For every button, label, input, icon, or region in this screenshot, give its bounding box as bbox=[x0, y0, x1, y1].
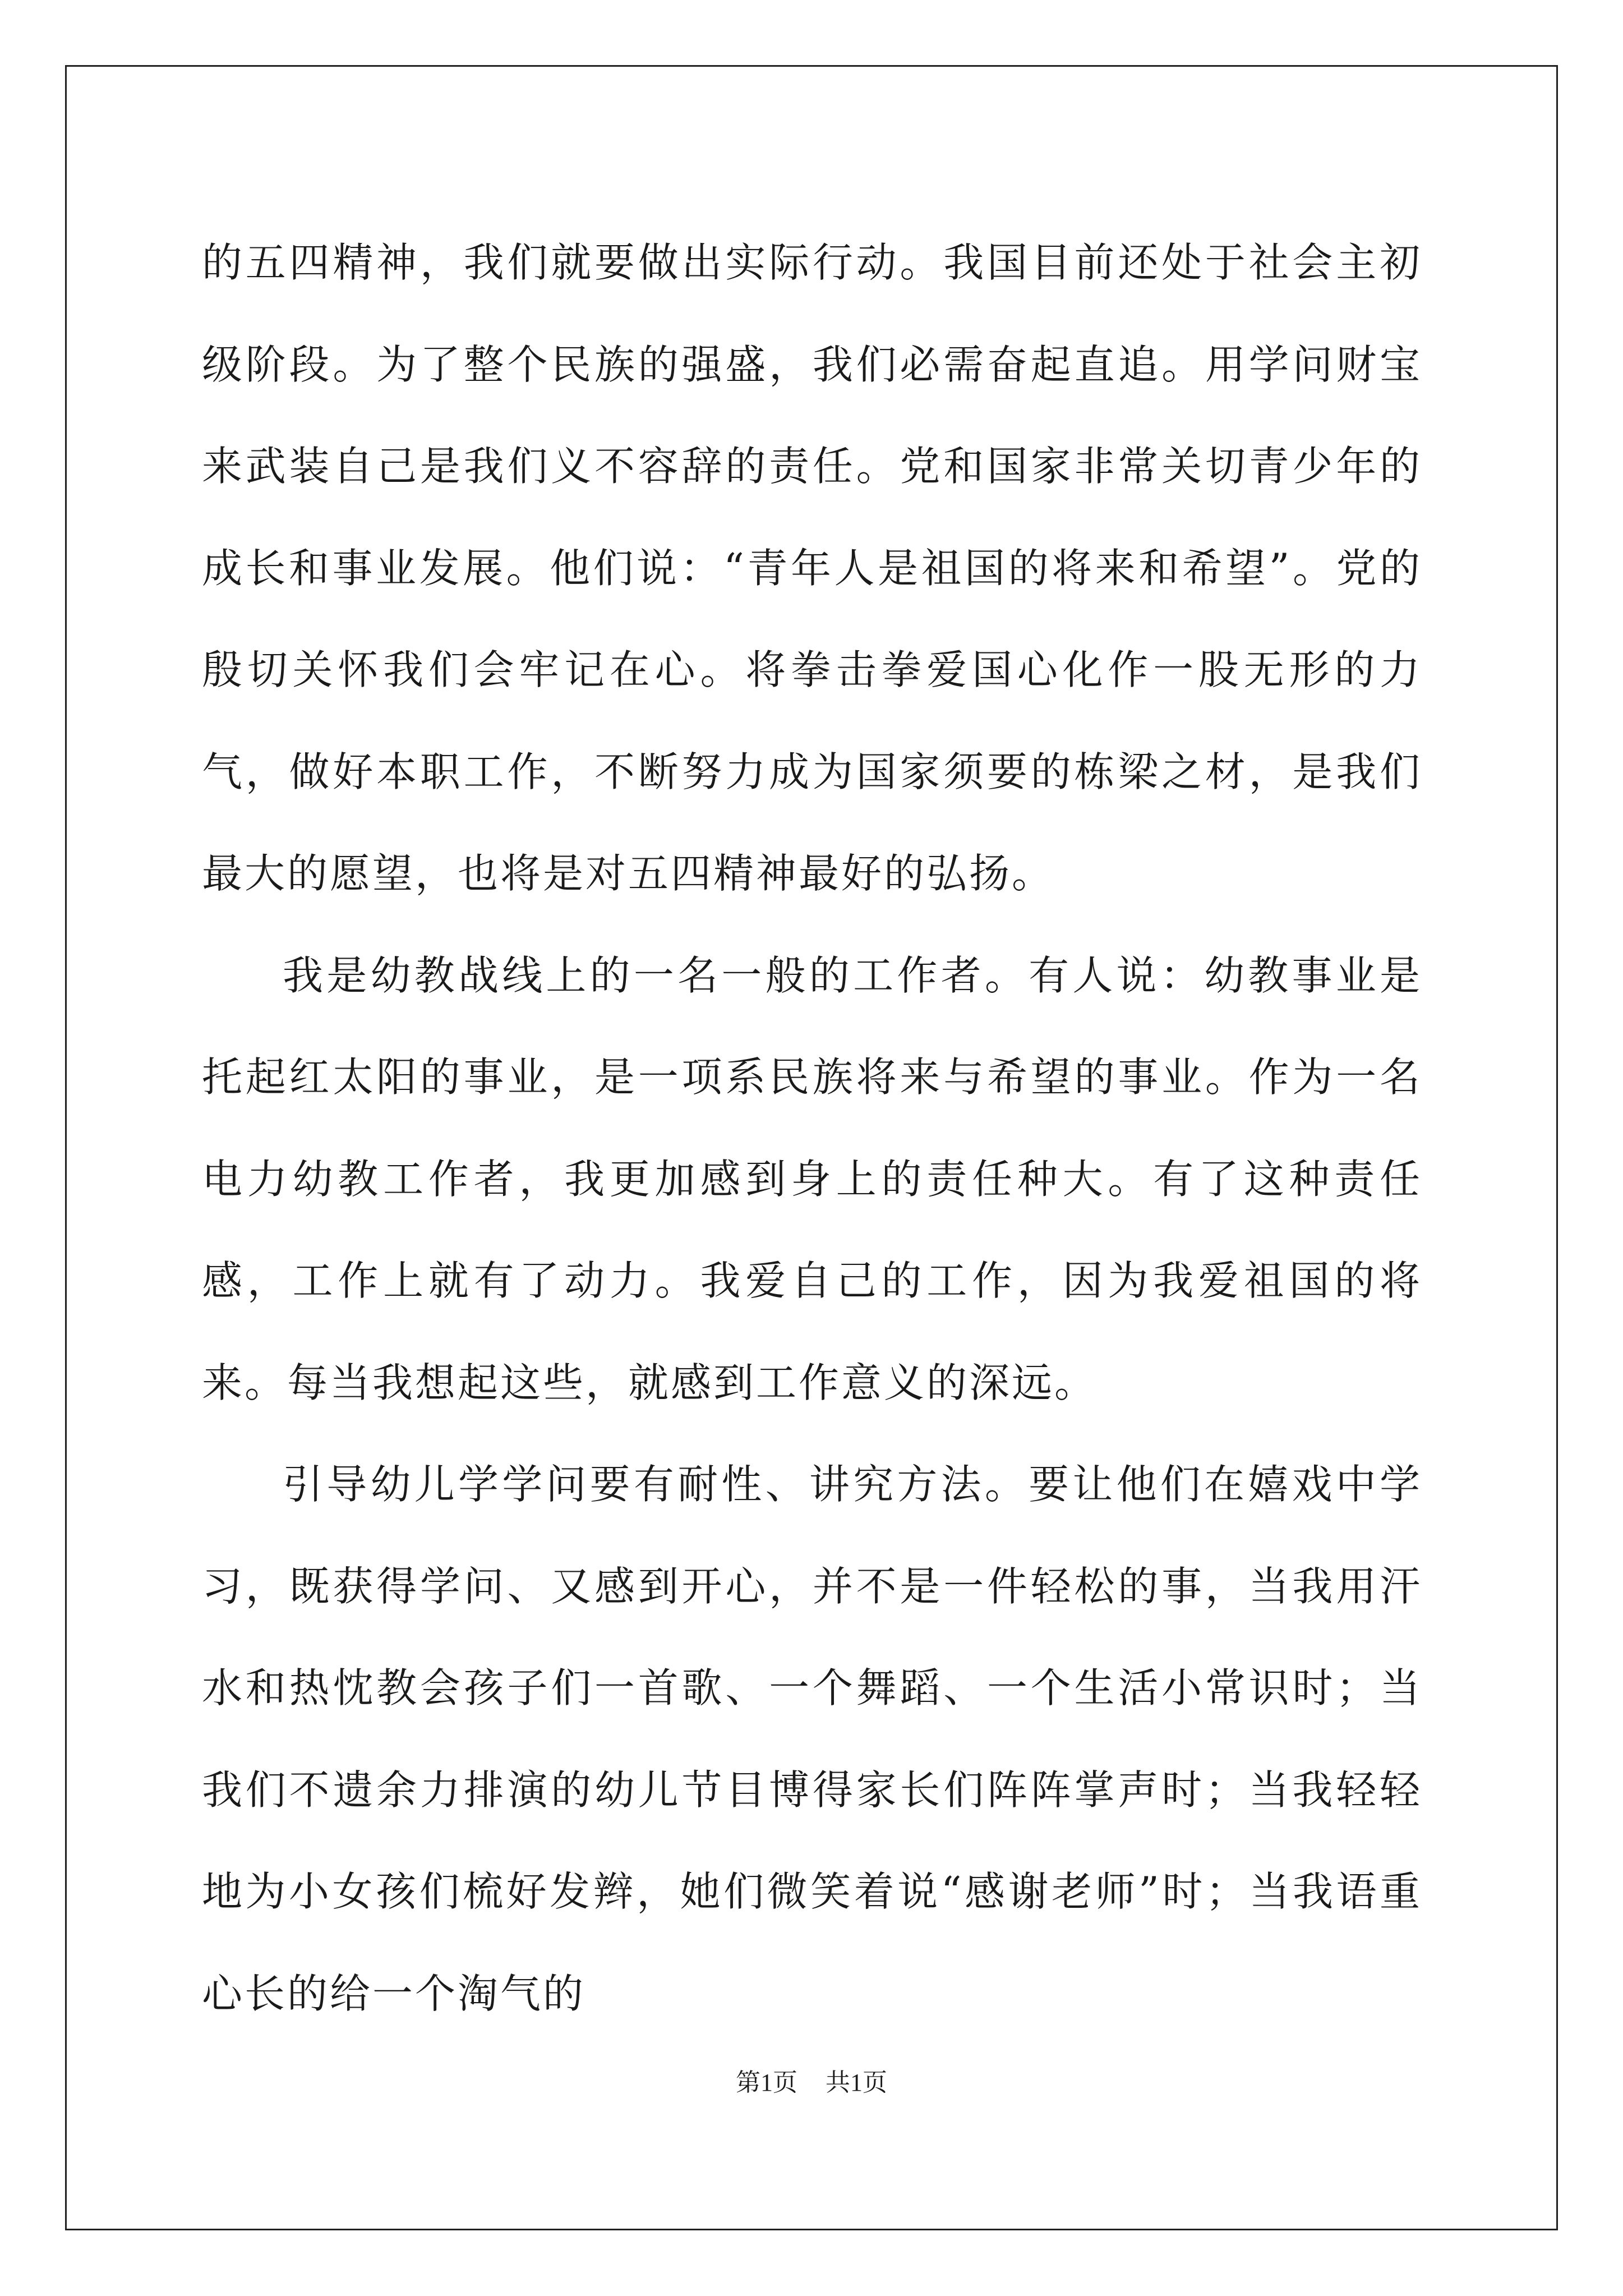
document-body bbox=[202, 212, 1422, 2045]
page-number: 第1页 bbox=[736, 2069, 797, 2096]
page-total: 共1页 bbox=[826, 2069, 887, 2096]
paragraph-2: 我是幼教战线上的一名一般的工作者。有人说：幼教事业是托起红太阳的事业，是一项系民族将来与希望的事业。作为一名电力幼教工作者，我更加感到身上的责任种大。有了这种责任感，工作上就有了动力。我爱自己的工作，因为我爱祖国的将来。每当我想起这些，就感到工作意义的深远。 bbox=[202, 951, 1422, 1406]
paragraph-3: 引导幼儿学学问要有耐性、讲究方法。要让他们在嬉戏中学习，既获得学问、又感到开心，并不是一件轻松的事，当我用汗水和热忱教会孩子们一首歌、一个舞蹈、一个生活小常识时；当我们不遗余力排演的幼儿节目博得家长们阵阵掌声时；当我轻轻地为小女孩们梳好发辫，她们微笑着说“感谢老师”时；当我语重心长的给一个淘气的 bbox=[202, 1461, 1422, 2017]
page-footer bbox=[0, 2066, 1623, 2100]
paragraph-1: 的五四精神，我们就要做出实际行动。我国目前还处于社会主初级阶段。为了整个民族的强盛，我们必需奋起直追。用学问财宝来武装自己是我们义不容辞的责任。党和国家非常关切青少年的成长和事业发展。他们说：“青年人是祖国的将来和希望”。党的殷切关怀我们会牢记在心。将拳击拳爱国心化作一股无形的力气，做好本职工作，不断努力成为国家须要的栋梁之材，是我们最大的愿望，也将是对五四精神最好的弘扬。 bbox=[202, 239, 1422, 897]
